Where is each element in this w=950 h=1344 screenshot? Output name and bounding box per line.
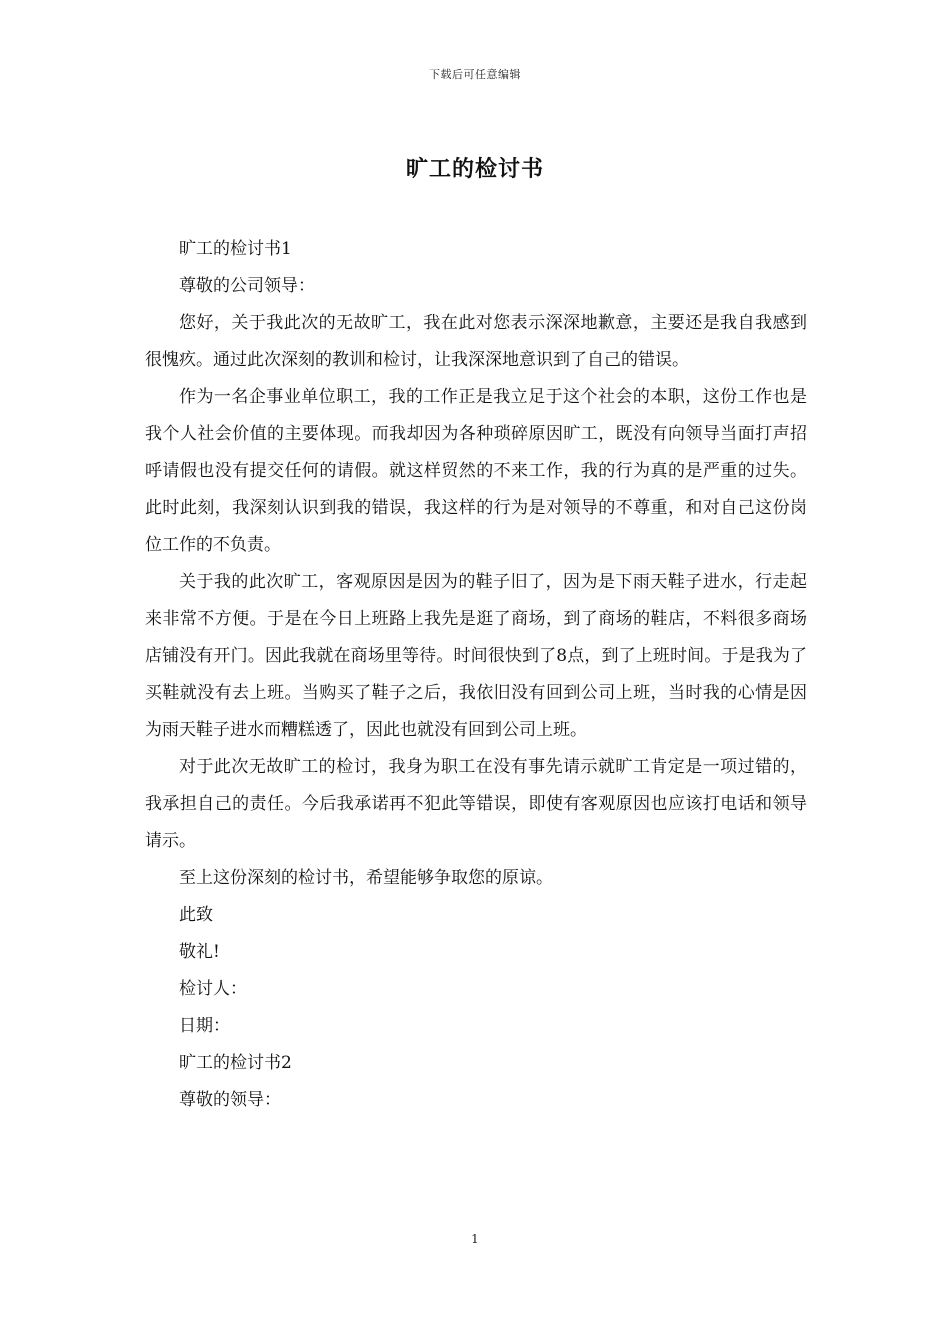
paragraph: 对于此次无故旷工的检讨，我身为职工在没有事先请示就旷工肯定是一项过错的，我承担自己的责任。今后我承诺再不犯此等错误，即使有客观原因也应该打电话和领导请示。	[145, 757, 807, 851]
document-body	[145, 231, 807, 1119]
salutation: 尊敬的领导：	[179, 1090, 281, 1110]
paragraph: 作为一名企事业单位职工，我的工作正是我立足于这个社会的本职，这份工作也是我个人社会价值的主要体现。而我却因为各种琐碎原因旷工，既没有向领导当面打声招呼请假也没有提交任何的请假。就这样贸然的不来工作，我的行为真的是严重的过失。此时此刻，我深刻认识到我的错误，我这样的行为是对领导的不尊重，和对自己这份岗位工作的不负责。	[145, 387, 807, 555]
signature-line: 检讨人：	[179, 979, 247, 999]
paragraph: 关于我的此次旷工，客观原因是因为的鞋子旧了，因为是下雨天鞋子进水，行走起来非常不方便。于是在今日上班路上我先是逛了商场，到了商场的鞋店，不料很多商场店铺没有开门。因此我就在商场里等待。时间很快到了8点，到了上班时间。于是我为了买鞋就没有去上班。当购买了鞋子之后，我依旧没有回到公司上班，当时我的心情是因为雨天鞋子进水而糟糕透了，因此也就没有回到公司上班。	[145, 572, 807, 740]
date-line: 日期：	[179, 1016, 230, 1036]
closing-line: 敬礼!	[179, 942, 220, 962]
closing-line: 此致	[179, 905, 213, 925]
page-number: 1	[471, 1232, 479, 1246]
paragraph: 您好，关于我此次的无故旷工，我在此对您表示深深地歉意，主要还是我自我感到很愧疚。通过此次深刻的教训和检讨，让我深深地意识到了自己的错误。	[145, 313, 807, 370]
document-title: 旷工的检讨书	[405, 156, 544, 182]
paragraph: 至上这份深刻的检讨书，希望能够争取您的原谅。	[179, 868, 553, 888]
section-heading-2: 旷工的检讨书2	[179, 1053, 292, 1073]
section-heading-1: 旷工的检讨书1	[179, 239, 292, 259]
salutation: 尊敬的公司领导：	[179, 276, 315, 296]
page-header: 下载后可任意编辑	[429, 68, 521, 81]
